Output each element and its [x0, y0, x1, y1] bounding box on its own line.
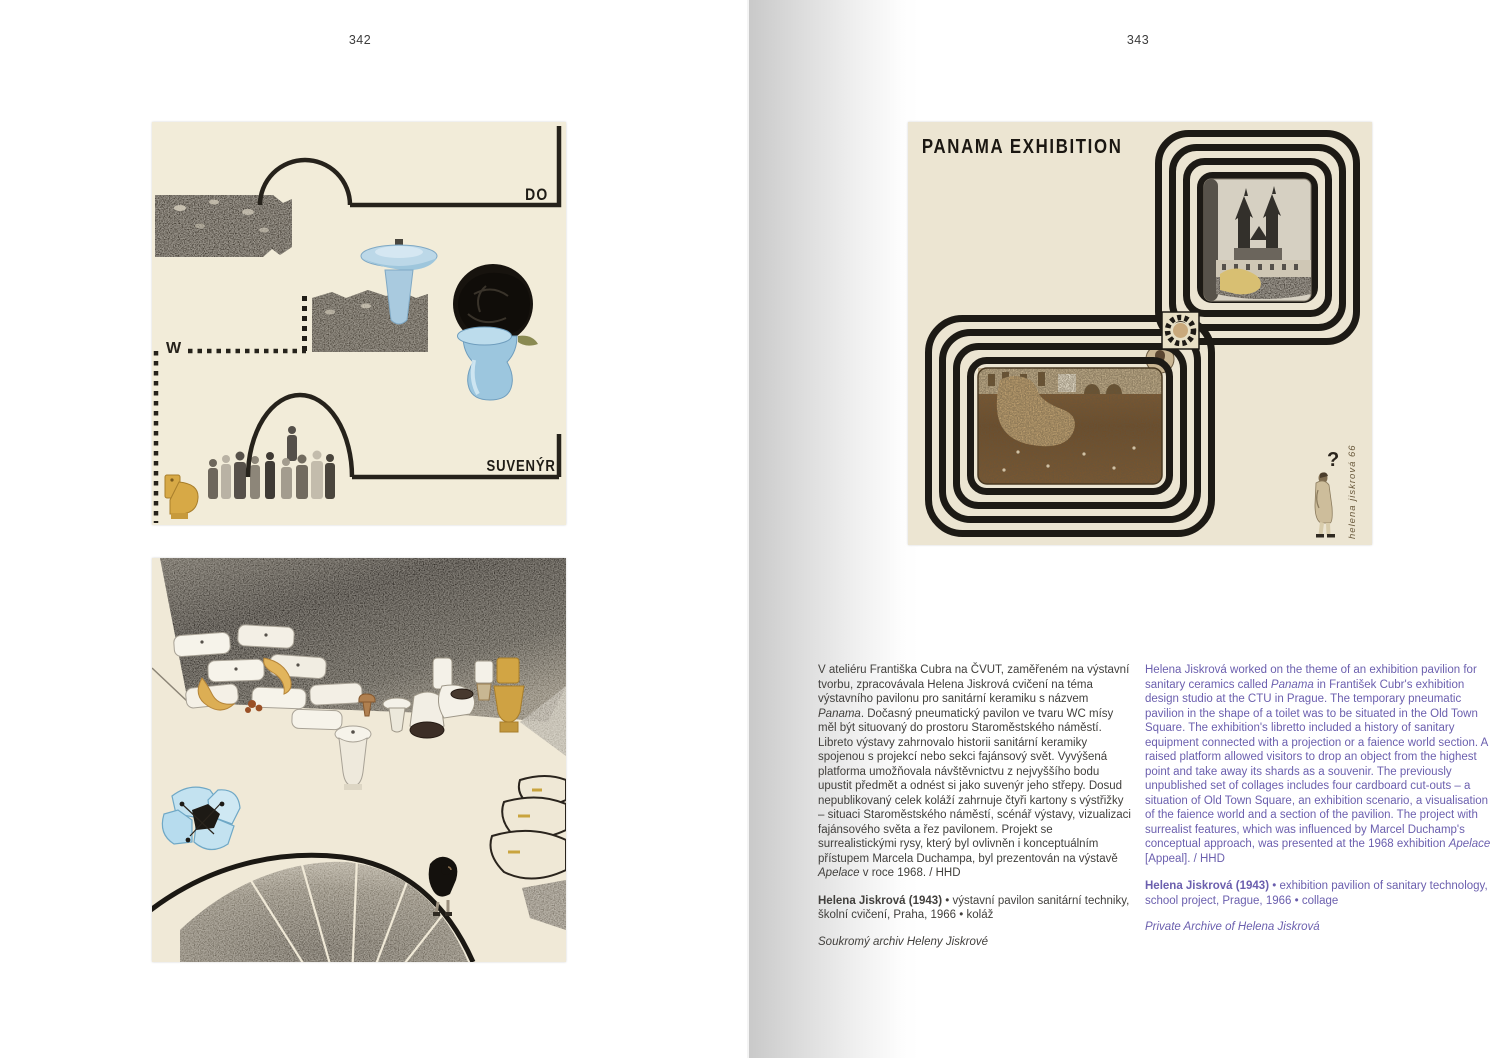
- artist-signature: helena jiskrová 66: [1347, 444, 1358, 539]
- label-suvenyr: SUVENÝR: [486, 457, 556, 476]
- junction-ornament: [1162, 312, 1199, 349]
- page-number-right: 343: [1126, 33, 1150, 47]
- question-mark: ?: [1327, 449, 1340, 471]
- czech-credit: Soukromý archiv Heleny Jiskrové: [818, 935, 989, 948]
- collage-exhibition-plan: [152, 122, 566, 525]
- old-town-square-photo: [1204, 179, 1311, 301]
- label-w: W: [166, 340, 182, 357]
- czech-paragraph: V ateliéru Františka Cubra na ČVUT, zaměřeném na výstavní tvorbu, zpracovávala Helena Jiskrová cvičení na téma výstavního pavilonu pro sanitární keramiku s názvem Panama. Dočasný pneumatický pavilon ve tvaru WC mísy měl být situovaný do prostoru Staroměstského náměstí. Libreto výstavy zahrnovalo historii sanitární keramiky spojenou s projekcí nebo sekci fajánsový svět. Vyvýšená platforma umožňovala návštěvnictvu z nejvyššího bodu upustit předmět a odnést si jako suvenýr jeho střepy. Dosud nepublikovaný celek koláží zahrnuje čtyři kartony s výstřižky – situaci Staroměstského náměstí, scénář výstavy, vizualizaci fajánsového světa a řez pavilonem. Projekt se surrealistickými rysy, který byl ovlivněn i konceptuálním přístupem Marcela Duchampa, byl prezentován na výstavě Apelace v roce 1968. / HHD: [818, 664, 1131, 879]
- crowd-photo-strip-top: [155, 195, 292, 257]
- page-number-left: 342: [348, 33, 372, 47]
- english-caption: Helena Jiskrová (1943) • exhibition pavilion of sanitary technology, school project, Prague, 1966 • collage: [1145, 880, 1488, 907]
- blue-crystal-flower: [162, 787, 240, 849]
- czech-caption: Helena Jiskrová (1943) • výstavní pavilon sanitární techniky, školní cvičení, Praha, 1966 • koláž: [818, 894, 1130, 921]
- label-do: DO: [525, 185, 549, 205]
- panama-exhibition-poster: [908, 122, 1372, 545]
- english-paragraph: Helena Jiskrová worked on the theme of an exhibition pavilion for sanitary ceramics called Panama in František Cubr's exhibition design studio at the CTU in Prague. The temporary pneumatic pavilion in the shape of a toilet was to be situated in the Old Town Square. The exhibition's libretto included a history of sanitary equipment connected with a projection or a faience world section. A raised platform allowed visitors to drop an object from the highest point and take away its shards as a souvenir. The previously unpublished set of collages includes four cardboard cut-outs – a situation of Old Town Square, an exhibition scenario, a visualisation of the faience world and a section of the pavilion. The project with surrealist features, which was influenced by Marcel Duchamp's conceptual approach, was presented at the 1968 exhibition Apelace [Appeal]. / HHD: [1145, 664, 1491, 865]
- poster-title: PANAMA EXHIBITION: [921, 134, 1123, 158]
- crowd-square-photo: [978, 368, 1162, 484]
- collage-pavilion-interior: [152, 558, 566, 962]
- czech-text-column: [818, 663, 1132, 949]
- english-credit: Private Archive of Helena Jiskrová: [1145, 921, 1320, 933]
- english-text-column: [1145, 663, 1493, 935]
